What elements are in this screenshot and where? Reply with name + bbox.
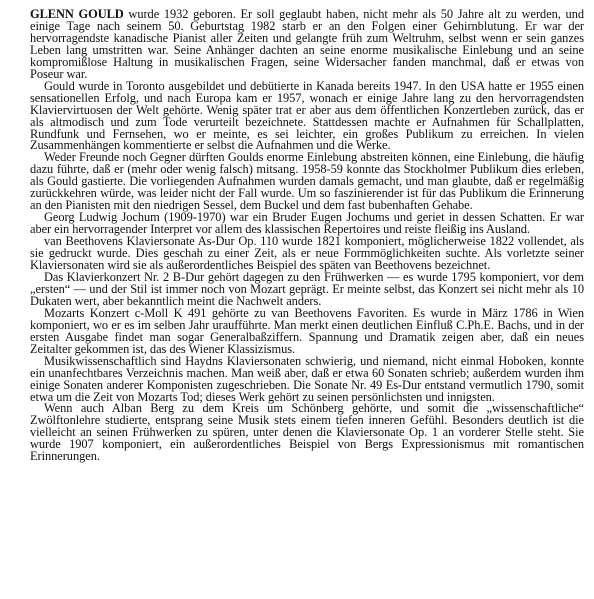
paragraph-gould-career: Gould wurde in Toronto ausgebildet und debütierte in Kanada bereits 1947. In den USA hatte er 1955 einen sensationellen Erfolg, und nach Europa kam er 1957, wonach er einige Jahre lang zu den hervorragendsten Klaviervirtuosen der Welt gehörte. Wenig später trat er aber aus dem öffentlichen Konzertleben zurück, das er als altmodisch und zum Tode verurteilt bezeichnete. Stattdessen machte er Aufnahmen für Schallplatten, Rundfunk und Fernsehen, wo er meinte, es sei leichter, ein großes Publikum zu erreichen. In vielen Zusammenhängen kommentierte er selbst die Aufnahmen und die Werke. [30, 78, 584, 153]
paragraph-beethoven-concerto2: Das Klavierkonzert Nr. 2 B-Dur gehört dagegen zu den Frühwerken — es wurde 1795 komponiert, vor dem „ersten“ — und der Stil ist immer noch von Mozart geprägt. Er meinte selbst, das Konzert sei nicht mehr als 10 Dukaten wert, aber bekanntlich meint die Nachwelt anders. [30, 269, 584, 308]
paragraph-jochum: Georg Ludwig Jochum (1909-1970) war ein Bruder Eugen Jochums und geriet in dessen Schatten. Er war aber ein hervorragender Interpret vor allem des klassischen Repertoires und reiste fleißig ins Ausland. [30, 210, 584, 237]
paragraph-mozart-k491: Mozarts Konzert c-Moll K 491 gehörte zu van Beethovens Favoriten. Es wurde in März 1786 in Wien komponiert, wo er es im selben Jahr uraufführte. Man merkt einen deutlichen Einfluß C.Ph.E. Bachs, und in der ersten Ausgabe findet man sogar Generalbaßziffern. Spannung und Dramatik zeigen aber, daß ein neues Zeitalter gekommen ist, das des Wiener Klassizismus. [30, 305, 584, 356]
paragraph-gould-intro [30, 9, 584, 81]
paragraph-lead-name: GLENN GOULD [30, 7, 124, 21]
paragraph-haydn-sonatas: Musikwissenschaftlich sind Haydns Klaviersonaten schwierig, und niemand, nicht einmal Hoboken, konnte ein unanfechtbares Verzeichnis machen. Man weiß aber, daß er etwa 60 Sonaten schrieb; außerdem wurden ihm einige Sonaten anderer Komponisten zugeschrieben. Die Sonate Nr. 49 Es-Dur entstand vermutlich 1790, somit etwa um die Zeit von Mozarts Tod; dieses Werk gehört zu seinen persönlichsten und innigsten. [30, 353, 584, 404]
paragraph-text: wurde 1932 geboren. Er soll geglaubt haben, nicht mehr als 50 Jahre alt zu werden, und einige Tage nach seinem 50. Geburtstag 1982 starb er an den Folgen einer Gehirnblutung. Er war der hervorragendste kanadische Pianist aller Zeiten und gelangte früh zum Weltruhm, selbst wenn er sein ganzes Leben lang umstritten war. Seine Anhänger dachten an seine enorme musikalische Einlebung und an seine kompromißlose Haltung in musikalischen Fragen, seine Widersacher fanden manchmal, daß er etwas von Poseur war. [30, 7, 584, 81]
paragraph-gould-stockholm: Weder Freunde noch Gegner dürften Goulds enorme Einlebung abstreiten können, eine Einlebung, die häufig dazu führte, daß er (mehr oder wenig falsch) mitsang. 1958-59 konnte das Stockholmer Publikum dies erleben, als Gould gastierte. Die vorliegenden Aufnahmen wurden damals gemacht, und man glaubte, daß er regelmäßig zurückkehren würde, was leider nicht der Fall wurde. Um so faszinierender ist für das Publikum die Erinnerung an den Pianisten mit den niedrigen Sessel, dem Buckel und dem fast bubenhaften Gehabe. [30, 150, 584, 213]
paragraph-beethoven-op110: van Beethovens Klaviersonate As-Dur Op. 110 wurde 1821 komponiert, möglicherweise 1822 vollendet, als sie gedruckt wurde. Dies geschah zu einer Zeit, als er neue Formmöglichkeiten suchte. Als vorletzte seiner Klaviersonaten wird sie als außerordentliches Beispiel des späten van Beethovens bezeichnet. [30, 234, 584, 273]
paragraph-berg-sonata: Wenn auch Alban Berg zu dem Kreis um Schönberg gehörte, und somit die „wissenschaftliche“ Zwölftonlehre studierte, entsprang seine Musik stets einem tiefen inneren Gefühl. Besonders deutlich ist die vielleicht an seinen Frühwerken zu spüren, unter denen die Klaviersonate Op. 1 an vorderer Stelle steht. Sie wurde 1907 komponiert, ein außerordentliches Beispiel von Bergs Expressionismus mit romantischen Erinnerungen. [30, 401, 584, 464]
